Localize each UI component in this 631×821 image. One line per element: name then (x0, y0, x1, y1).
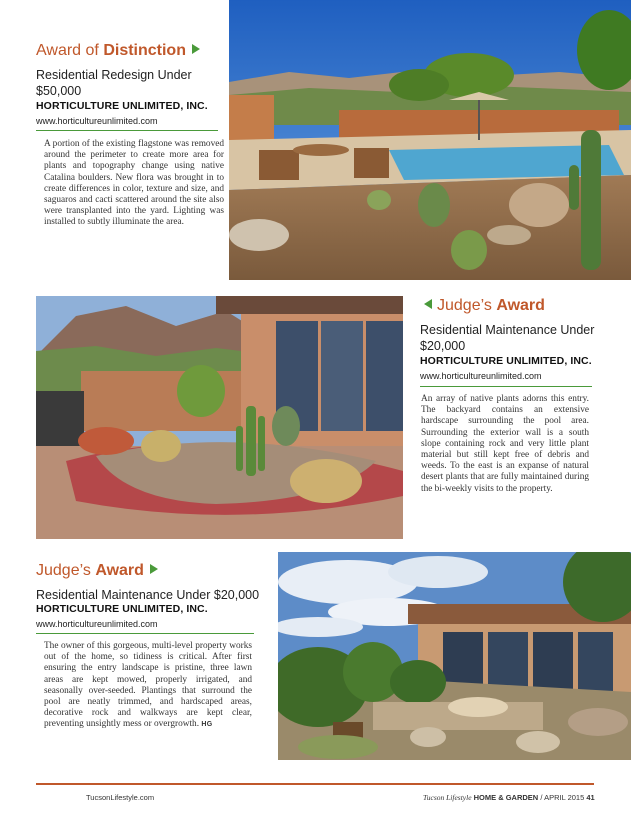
photo-entry-courtyard (36, 296, 403, 539)
divider (36, 130, 218, 131)
article-body: An array of native plants adorns this entry. The backyard contains an extensive hardscape surrounding the pool area. Surrounding the exterior wall is a south slope containing rock and very little plant material but still kept free of debris and weeds. To the east is an expanse of natural desert plants that are fully maintained during the bi-weekly visits to the property. (421, 394, 589, 494)
award-name: Award (496, 297, 545, 314)
award-heading (424, 297, 545, 315)
footer-magazine: Tucson Lifestyle HOME & GARDEN / APRIL 2015 41 (423, 793, 595, 802)
firm-url-link[interactable]: www.horticultureunlimited.com (36, 116, 158, 126)
award-name: Distinction (103, 42, 186, 59)
firm-name: HORTICULTURE UNLIMITED, INC. (420, 355, 592, 367)
award-heading (36, 562, 158, 580)
firm-name: HORTICULTURE UNLIMITED, INC. (36, 603, 208, 615)
award-prefix: Award of (36, 42, 99, 59)
divider (420, 386, 592, 387)
award-prefix: Judge’s (437, 297, 492, 314)
firm-url-link[interactable]: www.horticultureunlimited.com (36, 619, 158, 629)
award-heading (36, 42, 200, 60)
footer-site: TucsonLifestyle.com (86, 793, 155, 802)
end-mark: HG (201, 721, 213, 729)
category-label: Residential Maintenance Under $20,000 (420, 323, 595, 353)
award-name: Award (95, 562, 144, 579)
article-body: A portion of the existing flagstone was removed around the perimeter to create more area for plants and topography change using native Catalina boulders. New flora was brought in to create differences in color, texture and size, and saguaros and cacti scattered around the site also were transplanted into the yard. Lighting was installed to subtly illuminate the area. (44, 139, 224, 228)
footer-rule (36, 783, 594, 785)
award-prefix: Judge’s (36, 562, 91, 579)
play-arrow-icon (150, 564, 158, 574)
category-label: Residential Maintenance Under $20,000 (36, 588, 260, 602)
category-label: Residential Redesign Under $50,000 (36, 68, 192, 98)
photo-desert-patio (229, 0, 631, 280)
photo-house-palms (278, 552, 631, 760)
firm-url-link[interactable]: www.horticultureunlimited.com (420, 371, 542, 381)
play-arrow-icon (192, 44, 200, 54)
play-arrow-left-icon (424, 299, 432, 309)
article-body: The owner of this gorgeous, multi-level property works out of the home, so tidiness is critical. After first ensuring the entry landscape is pristine, three lawn areas are kept mowed, properly irrigated, and seasonally over-seeded. Plantings that surround the pool are neatly trimmed, and hardscaped areas, decorative rock and walkways are kept clear, preventing unsightly mess or overgrowth. HG (44, 641, 252, 730)
divider (36, 633, 254, 634)
firm-name: HORTICULTURE UNLIMITED, INC. (36, 100, 208, 112)
page-number: 41 (586, 793, 595, 802)
